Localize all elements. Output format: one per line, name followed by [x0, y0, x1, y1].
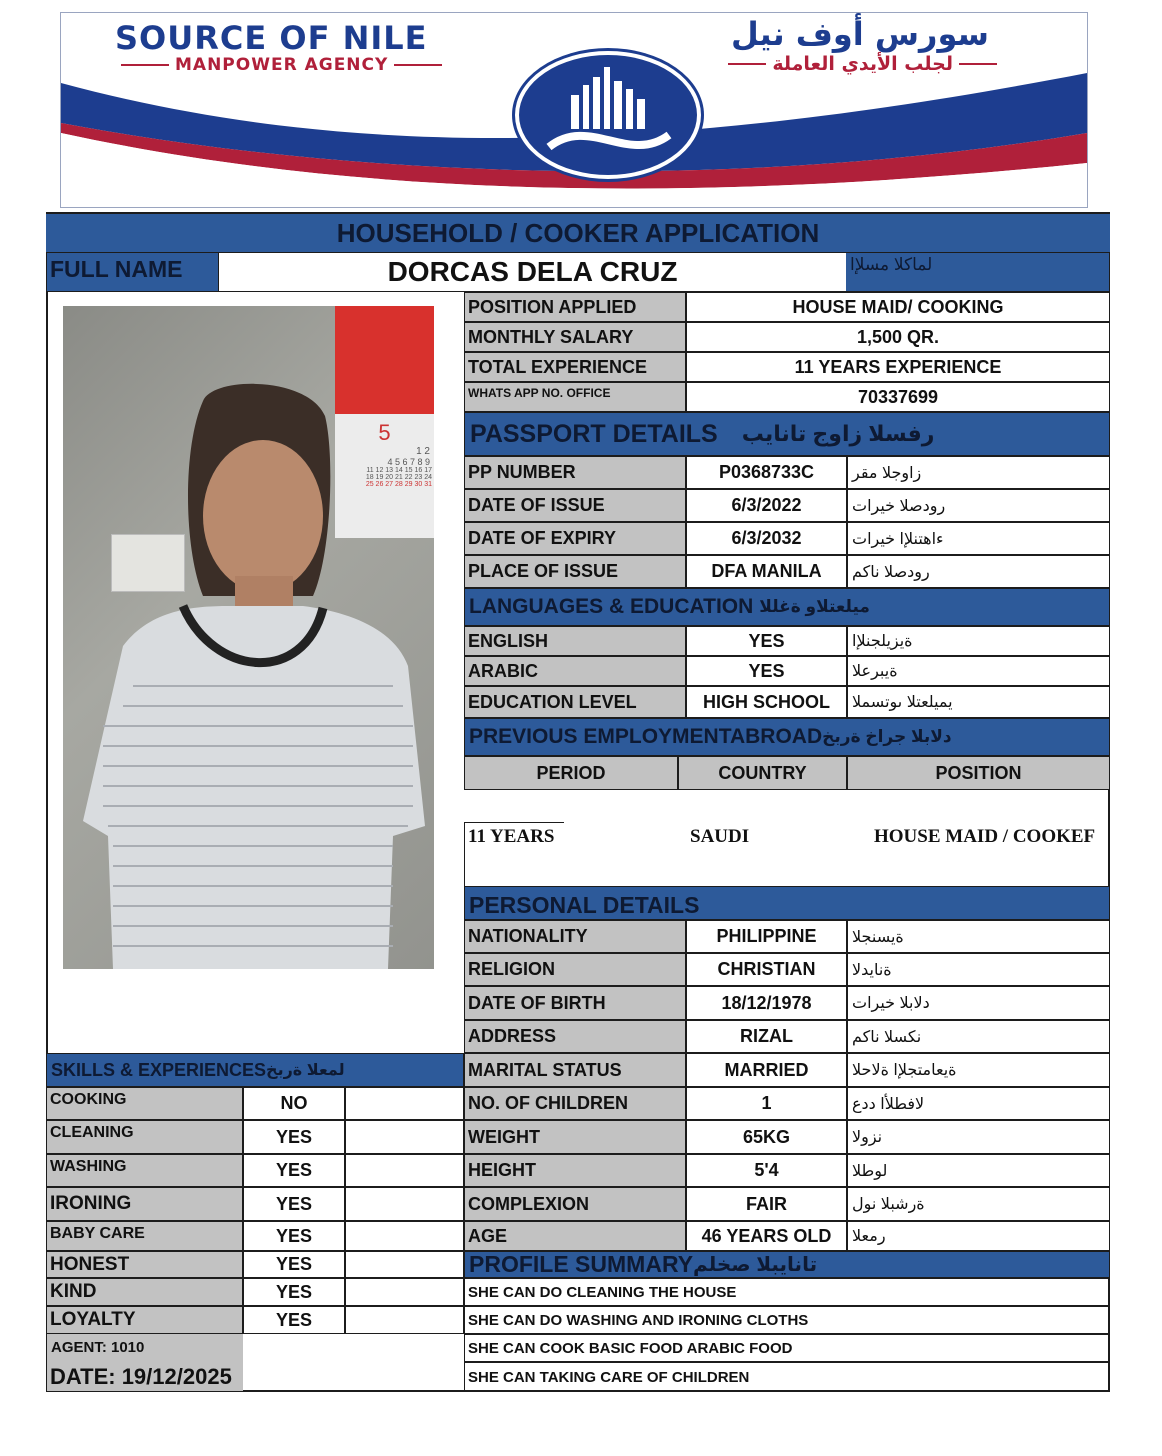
- arabic-subtitle-text: لجلب الأيدي العاملة: [772, 53, 953, 75]
- column-header-country: COUNTRY: [678, 756, 847, 790]
- skill-value: YES: [243, 1306, 345, 1334]
- nationality-label: NATIONALITY: [464, 920, 686, 953]
- skill-label: HONEST: [46, 1251, 243, 1278]
- monthly-salary-value: 1,500 QR.: [686, 322, 1110, 352]
- skill-empty-cell: [345, 1120, 464, 1154]
- date-of-issue-value: 6/3/2022: [686, 489, 847, 522]
- employment-period: 11 YEARS: [468, 826, 555, 847]
- languages-heading-text: LANGUAGES & EDUCATION: [469, 595, 754, 618]
- position-applied-value: HOUSE MAID/ COOKING: [686, 292, 1110, 322]
- religion-label: RELIGION: [464, 953, 686, 986]
- form-date: DATE: 19/12/2025: [50, 1364, 232, 1389]
- date-of-issue-arabic: رودصلا خيرات: [847, 489, 1110, 522]
- company-subtitle: [121, 55, 442, 75]
- skills-heading-text: SKILLS & EXPERIENCES: [51, 1059, 267, 1080]
- age-label: AGE: [464, 1221, 686, 1251]
- previous-employment-heading-arabic: دلابلا جراخ ةربخ: [822, 727, 952, 746]
- arabic-company-name: سورس أوف نيل: [730, 15, 989, 53]
- weight-arabic: نزولا: [847, 1120, 1110, 1154]
- children-label: NO. OF CHILDREN: [464, 1087, 686, 1120]
- date-of-birth-value: 18/12/1978: [686, 986, 847, 1020]
- position-applied-label: POSITION APPLIED: [464, 292, 686, 322]
- date-of-issue-label: DATE OF ISSUE: [464, 489, 686, 522]
- calendar-row: 1 2: [416, 446, 430, 457]
- calendar-row: 11 12 13 14 15 16 17: [366, 467, 432, 474]
- marital-status-value: MARRIED: [686, 1053, 847, 1087]
- english-label: ENGLISH: [464, 626, 686, 656]
- address-label: ADDRESS: [464, 1020, 686, 1053]
- children-value: 1: [686, 1087, 847, 1120]
- whatsapp-value: 70337699: [686, 382, 1110, 412]
- skill-label: IRONING: [46, 1187, 243, 1221]
- summary-line: SHE CAN DO CLEANING THE HOUSE: [464, 1278, 1110, 1306]
- english-value: YES: [686, 626, 847, 656]
- total-experience-label: TOTAL EXPERIENCE: [464, 352, 686, 382]
- address-value: RIZAL: [686, 1020, 847, 1053]
- company-subtitle-text: MANPOWER AGENCY: [175, 55, 389, 75]
- skill-value: YES: [243, 1221, 345, 1251]
- place-of-issue-arabic: رودصلا ناكم: [847, 555, 1110, 588]
- nationality-arabic: ةيسنجلا: [847, 920, 1110, 953]
- form-title: [46, 214, 1110, 252]
- pp-number-value: P0368733C: [686, 456, 847, 489]
- calendar-month: 5: [378, 420, 391, 445]
- skill-empty-cell: [345, 1154, 464, 1187]
- complexion-label: COMPLEXION: [464, 1187, 686, 1221]
- marital-status-arabic: ةيعامتجلإا ةلاحلا: [847, 1053, 1110, 1087]
- pp-number-arabic: زاوجلا مقر: [847, 456, 1110, 489]
- languages-heading: [464, 588, 1110, 626]
- weight-value: 65KG: [686, 1120, 847, 1154]
- date-of-expiry-arabic: ءاهتنلإا خيرات: [847, 522, 1110, 555]
- address-arabic: نكسلا ناكم: [847, 1020, 1110, 1053]
- applicant-photo: [63, 306, 434, 969]
- employment-position: HOUSE MAID / COOKEF: [874, 826, 1096, 847]
- profile-summary-heading: [464, 1251, 1110, 1278]
- passport-heading: [464, 412, 1110, 456]
- employment-row-top-rule: [464, 822, 564, 823]
- skill-label: KIND: [46, 1278, 243, 1306]
- english-arabic: ةيزيلجنلإا: [847, 626, 1110, 656]
- full-name-value-box: [218, 253, 846, 291]
- skills-heading-arabic: لمعلا ةربخ: [266, 1062, 345, 1079]
- religion-arabic: ةنايدلا: [847, 953, 1110, 986]
- total-experience-value: 11 YEARS EXPERIENCE: [686, 352, 1110, 382]
- person-figure: [63, 306, 434, 969]
- summary-line: SHE CAN DO WASHING AND IRONING CLOTHS: [464, 1306, 1110, 1334]
- agent-number: AGENT: 1010: [51, 1339, 145, 1356]
- employment-country: SAUDI: [690, 826, 750, 847]
- skill-empty-cell: [345, 1306, 464, 1334]
- letterhead: [60, 12, 1088, 208]
- form-title-text: HOUSEHOLD / COOKER APPLICATION: [336, 217, 820, 248]
- calendar-row: 4 5 6 7 8 9: [387, 457, 430, 467]
- skill-value: YES: [243, 1251, 345, 1278]
- skill-empty-cell: [345, 1251, 464, 1278]
- age-arabic: رمعلا: [847, 1221, 1110, 1251]
- full-name-label: FULL NAME: [50, 256, 183, 282]
- skill-label: LOYALTY: [46, 1306, 243, 1334]
- passport-heading-text: PASSPORT DETAILS: [470, 419, 718, 448]
- skill-empty-cell: [345, 1187, 464, 1221]
- summary-line: SHE CAN COOK BASIC FOOD ARABIC FOOD: [464, 1334, 1110, 1362]
- education-level-arabic: يميلعتلا ىوتسملا: [847, 686, 1110, 718]
- place-of-issue-value: DFA MANILA: [686, 555, 847, 588]
- skill-label: BABY CARE: [46, 1221, 243, 1251]
- column-header-position: POSITION: [847, 756, 1110, 790]
- date-of-expiry-value: 6/3/2032: [686, 522, 847, 555]
- passport-heading-arabic: رفسلا زاوج تانايب: [741, 421, 935, 446]
- calendar-row: 25 26 27 28 29 30 31: [365, 481, 432, 488]
- summary-line: SHE CAN TAKING CARE OF CHILDREN: [464, 1362, 1110, 1392]
- monthly-salary-label: MONTHLY SALARY: [464, 322, 686, 352]
- complexion-arabic: ةرشبلا نول: [847, 1187, 1110, 1221]
- date-of-birth-label: DATE OF BIRTH: [464, 986, 686, 1020]
- previous-employment-heading: [464, 718, 1110, 756]
- previous-employment-heading-text: PREVIOUS EMPLOYMENTABROAD: [469, 725, 823, 748]
- skill-label: WASHING: [46, 1154, 243, 1187]
- date-of-birth-arabic: دلابلا خيرات: [847, 986, 1110, 1020]
- company-name: SOURCE OF NILE: [115, 19, 428, 57]
- skill-label: COOKING: [46, 1087, 243, 1120]
- date-of-expiry-label: DATE OF EXPIRY: [464, 522, 686, 555]
- profile-summary-heading-arabic: تانايبلا صخلم: [693, 1254, 818, 1276]
- skill-value: YES: [243, 1187, 345, 1221]
- skill-empty-cell: [345, 1278, 464, 1306]
- profile-summary-heading-text: PROFILE SUMMARY: [469, 1251, 694, 1277]
- height-value: 5'4: [686, 1154, 847, 1187]
- logo-emblem: [515, 51, 701, 179]
- skill-value: YES: [243, 1120, 345, 1154]
- personal-details-heading: [464, 886, 1110, 920]
- skills-heading: [46, 1053, 464, 1087]
- education-level-label: EDUCATION LEVEL: [464, 686, 686, 718]
- skill-value: YES: [243, 1278, 345, 1306]
- marital-status-label: MARITAL STATUS: [464, 1053, 686, 1087]
- whatsapp-label: WHATS APP NO. OFFICE: [464, 382, 686, 412]
- city-skyline-icon: [519, 55, 697, 175]
- languages-heading-arabic: ميلعتلاو ةغللا: [759, 597, 870, 616]
- nationality-value: PHILIPPINE: [686, 920, 847, 953]
- arabic-subtitle: [728, 53, 997, 75]
- children-arabic: لافطلأا ددع: [847, 1087, 1110, 1120]
- age-value: 46 YEARS OLD: [686, 1221, 847, 1251]
- complexion-value: FAIR: [686, 1187, 847, 1221]
- arabic-arabic: ةيبرعلا: [847, 656, 1110, 686]
- skill-empty-cell: [345, 1221, 464, 1251]
- height-label: HEIGHT: [464, 1154, 686, 1187]
- full-name-arabic: لماكلا مسلإا: [850, 255, 933, 274]
- place-of-issue-label: PLACE OF ISSUE: [464, 555, 686, 588]
- skill-empty-cell: [345, 1087, 464, 1120]
- arabic-value: YES: [686, 656, 847, 686]
- calendar-row: 18 19 20 21 22 23 24: [365, 474, 432, 481]
- full-name-value: DORCAS DELA CRUZ: [387, 256, 678, 287]
- personal-details-heading-text: PERSONAL DETAILS: [469, 892, 700, 918]
- column-header-period: PERIOD: [464, 756, 678, 790]
- skill-value: YES: [243, 1154, 345, 1187]
- pp-number-label: PP NUMBER: [464, 456, 686, 489]
- height-arabic: لوطلا: [847, 1154, 1110, 1187]
- weight-label: WEIGHT: [464, 1120, 686, 1154]
- arabic-label: ARABIC: [464, 656, 686, 686]
- religion-value: CHRISTIAN: [686, 953, 847, 986]
- skill-label: CLEANING: [46, 1120, 243, 1154]
- education-level-value: HIGH SCHOOL: [686, 686, 847, 718]
- skill-value: NO: [243, 1087, 345, 1120]
